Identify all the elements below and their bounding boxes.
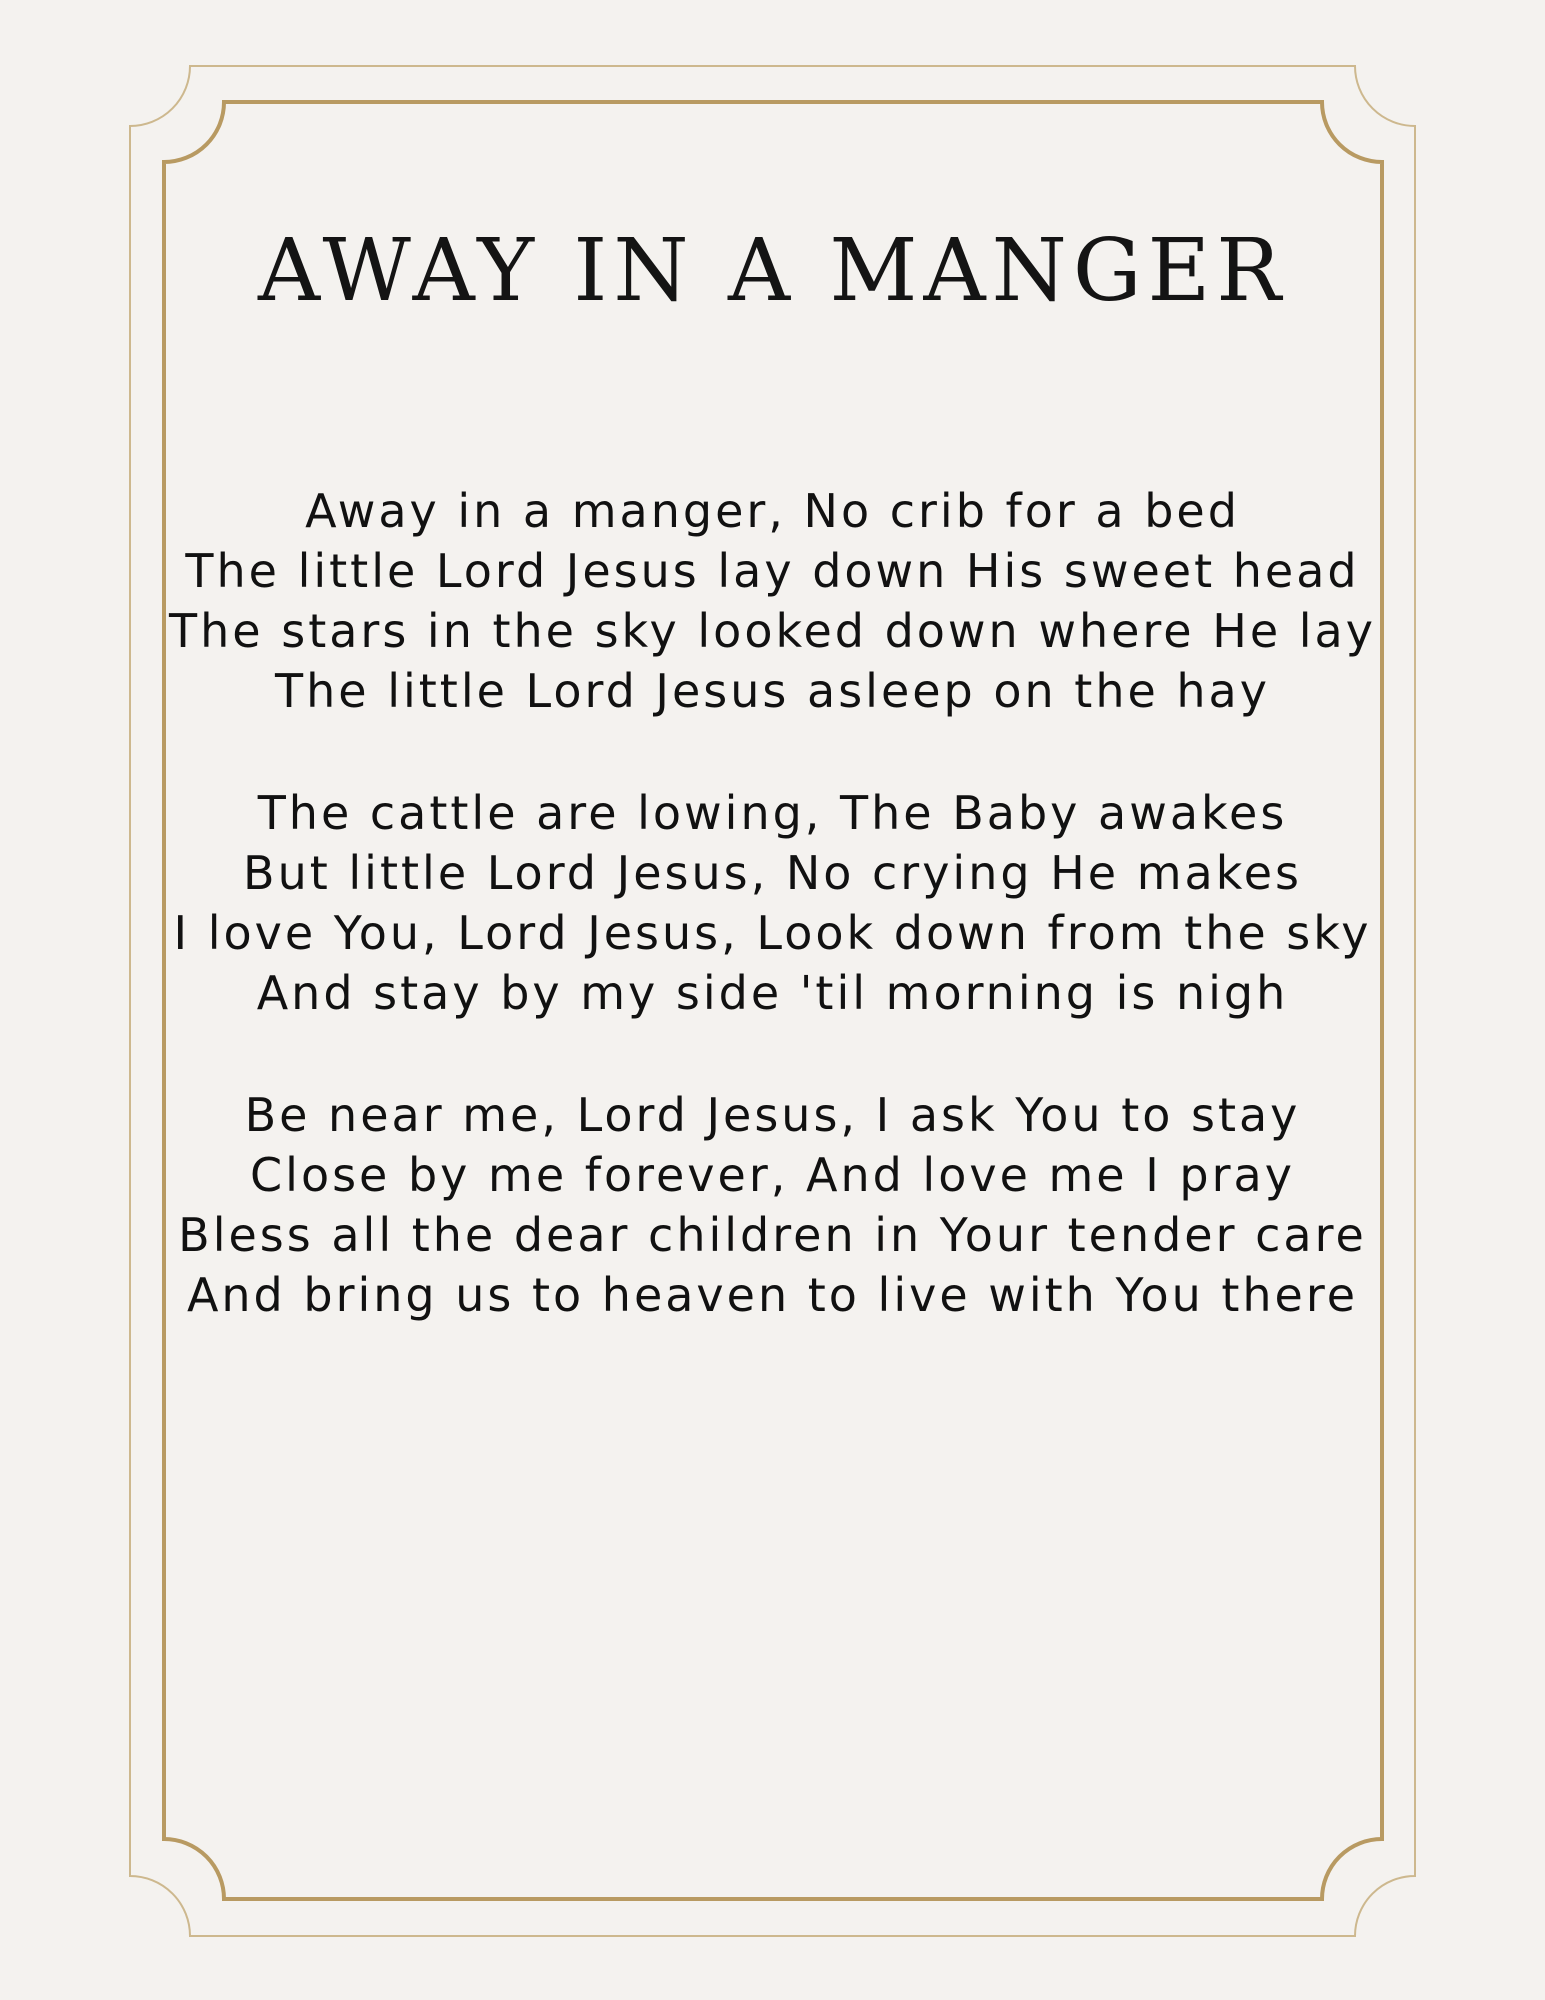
lyric-line: And bring us to heaven to live with You there — [186, 1268, 1359, 1322]
lyric-line: The little Lord Jesus lay down His sweet head — [185, 544, 1360, 598]
lyric-line: I love You, Lord Jesus, Look down from the sky — [173, 906, 1372, 960]
stanza-3 — [0, 1085, 1545, 1325]
lyric-line: Away in a manger, No crib for a bed — [305, 484, 1240, 538]
lyric-line: The cattle are lowing, The Baby awakes — [257, 786, 1288, 840]
lyric-line: And stay by my side 'til morning is nigh — [256, 966, 1289, 1020]
page-title: AWAY IN A MANGER — [257, 221, 1288, 321]
lyric-line: Be near me, Lord Jesus, I ask You to stay — [244, 1088, 1301, 1142]
stanza-2 — [0, 783, 1545, 1023]
stanza-1 — [0, 481, 1545, 721]
lyric-line: The stars in the sky looked down where He lay — [169, 604, 1376, 658]
lyric-line: Bless all the dear children in Your tender care — [178, 1208, 1367, 1262]
lyric-line: The little Lord Jesus asleep on the hay — [275, 664, 1270, 718]
lyric-line: Close by me forever, And love me I pray — [250, 1148, 1295, 1202]
lyric-line: But little Lord Jesus, No crying He makes — [243, 846, 1302, 900]
